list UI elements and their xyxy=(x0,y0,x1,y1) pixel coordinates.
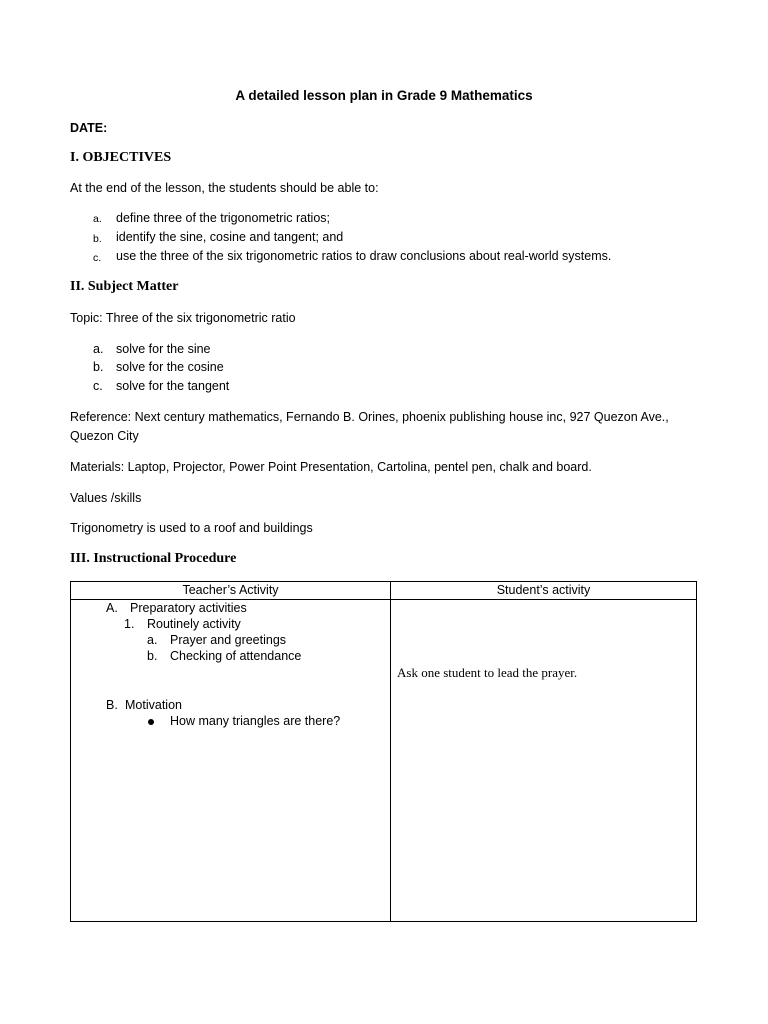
objective-item: define three of the trigonometric ratios; xyxy=(116,211,331,225)
column-divider xyxy=(390,582,391,921)
objective-marker: c. xyxy=(93,252,102,264)
values-text: Trigonometry is used to a roof and buildings xyxy=(70,521,313,535)
teacher-item-marker: a. xyxy=(147,633,158,647)
teacher-step-marker: B. xyxy=(106,698,118,712)
teacher-substep-marker: 1. xyxy=(124,617,135,631)
teacher-step: Preparatory activities xyxy=(130,601,247,615)
objective-item: identify the sine, cosine and tangent; and xyxy=(116,230,344,244)
bullet-point xyxy=(148,719,154,725)
objective-marker: b. xyxy=(93,233,102,245)
objective-marker: a. xyxy=(93,213,102,225)
date-label: DATE: xyxy=(70,121,108,135)
teacher-item: Prayer and greetings xyxy=(170,633,287,647)
objectives-intro: At the end of the lesson, the students should be able to: xyxy=(70,181,379,195)
subject-marker: a. xyxy=(93,342,104,356)
reference-line-continued: Quezon City xyxy=(70,429,139,443)
procedure-heading: III. Instructional Procedure xyxy=(70,551,237,566)
objectives-heading: I. OBJECTIVES xyxy=(70,150,172,165)
teacher-item: Checking of attendance xyxy=(170,649,302,663)
values-label: Values /skills xyxy=(70,491,142,505)
procedure-table xyxy=(70,581,697,922)
page-title: A detailed lesson plan in Grade 9 Mathematics xyxy=(235,88,533,103)
topic-line: Topic: Three of the six trigonometric ratio xyxy=(70,311,296,325)
student-activity-text: Ask one student to lead the prayer. xyxy=(397,665,578,680)
subject-marker: c. xyxy=(93,379,103,393)
subject-item: solve for the sine xyxy=(116,342,211,356)
materials-line: Materials: Laptop, Projector, Power Point Presentation, Cartolina, pentel pen, chalk and board. xyxy=(70,460,592,474)
teacher-item-marker: b. xyxy=(147,649,158,663)
reference-line: Reference: Next century mathematics, Fernando B. Orines, phoenix publishing house inc, 927 Quezon Ave., xyxy=(70,410,669,424)
subject-item: solve for the cosine xyxy=(116,360,224,374)
subject-item: solve for the tangent xyxy=(116,379,230,393)
subject-matter-heading: II. Subject Matter xyxy=(70,279,179,294)
teacher-substep: Routinely activity xyxy=(147,617,241,631)
teacher-column-header: Teacher’s Activity xyxy=(182,583,279,597)
student-column-header: Student’s activity xyxy=(496,583,591,597)
teacher-step-marker: A. xyxy=(106,601,118,615)
teacher-question: How many triangles are there? xyxy=(170,714,341,728)
objective-item: use the three of the six trigonometric ratios to draw conclusions about real-world systems. xyxy=(116,249,612,263)
subject-marker: b. xyxy=(93,360,104,374)
teacher-step: Motivation xyxy=(125,698,182,712)
